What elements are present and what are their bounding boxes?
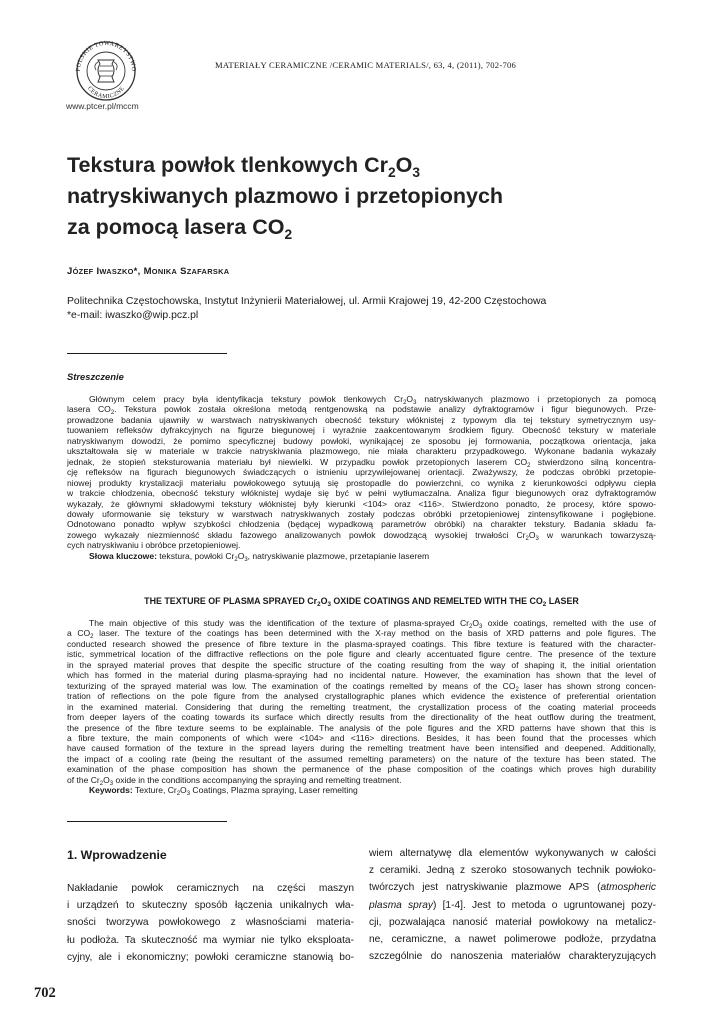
svg-text:POLSKIE TOWARZYSTWO (75, 40, 137, 72)
corresponding-email[interactable]: *e-mail: iwaszko@wip.pcz.pl (67, 310, 199, 321)
journal-citation: MATERIAŁY CERAMICZNE /CERAMIC MATERIALS/, 63, 4, (2011), 702-706 (215, 60, 517, 70)
affiliation-institution: Politechnika Częstochowska, Instytut Inżynierii Materiałowej, ul. Armii Krajowej 19, 42-200 Częstochowa (67, 296, 547, 307)
svg-text:CERAMICZNE (86, 86, 126, 100)
english-title: THE TEXTURE OF PLASMA SPRAYED $Cr_2O_3$ OXIDE COATINGS AND REMELTED WITH THE $CO_2$ LASER (144, 596, 579, 608)
logo-text-bottom: CERAMICZNE (86, 85, 126, 101)
divider (67, 821, 227, 822)
keywords-en: Keywords: Texture, $Cr_2O_3$ Coatings, Plazma spraying, Laser remelting (89, 785, 358, 796)
authors: JÓZEF IWASZKO*, MONIKA SZAFARSKA (67, 266, 230, 277)
society-logo (70, 40, 142, 102)
abstract-pl: Głównym celem pracy była identyfikacja tekstury powłok tlenkowych $Cr_2O_3$ natryskiwanych plazmowo i przetopionych za pomocą lasera $CO_2$. Tekstura powłok została określona metodą rentgenowską na podstawie analizy dyfraktogramów i figur biegunowych. Prze- prowadzone badania ujawniły w warstwach natryskiwanych obecność tekstury włóknistej z typowym dla tej tekstury symetrycznym usy- tuowaniem refleksów dyfrakcyjnych na figurze biegunowej i wyraźnie zaakcentowanym środkiem figury. Obecność tekstury w materiale natryskiwanym dowodzi, że pomimo specyficznej budowy powłoki, wynikającej ze sposobu jej formowania, początkowa orientacja, jaka ukształtowała się w materiale w trakcie natryskiwania plazmowego, nie miała charakteru przypadkowego. Wykonane badania wykazały jednak, że stopień steksturowania materiału był niewielki. W przypadku powłok przetopionych laserem $CO_2$ stwierdzono silną koncentra- cję refleksów na figurach biegunowych świadczących o istnieniu uprzywilejowanej orientacji. Zważywszy, że podczas obróbki przetopie- niowej produkty krystalizacji materiału powłokowego sytuują się prostopadle do powierzchni, co wynika z kierunkowości odpływu ciepła w trakcie chłodzenia, obecność tekstury włóknistej wydaje się być w pełni wytłumaczalna. Analiza figur biegunowych oraz dyfraktogramów wykazały, że głównymi składowymi tekstury włóknistej były kierunki <104> oraz <116>. Stwierdzono ponadto, że procesy, które spowo- dowały uformowanie się tekstury w warstwach natryskiwanych zostały podczas obróbki przetopieniowej zintensyfikowane i pogłębione. Odnotowano ponadto wpływ szybkości chłodzenia (będącej wypadkową parametrów obróbki) na charakter tekstury. Badania składu fa- zowego wykazały niezmienność składu fazowego analizowanych powłok dowodzącą wysokiej trwałości $Cr_2O_3$ w warunkach towarzyszą- cych natryskiwaniu i obróbce przetopieniowej. Słowa kluczowe: tekstura, powłoki $Cr_2O_3$, natryskiwanie plazmowe, przetapianie laserem (67, 394, 656, 562)
divider (67, 353, 227, 354)
intro-column-left: Nakładanie powłok ceramicznych na części maszyn i urządzeń to skuteczny sposób łączenia unikalnych wła- sności tworzywa powłokowego z własnościami materia- łu podłoża. Ta skuteczność ma wymiar nie tylko eksploata- cyjny, ale i ekonomiczny; powłoki ceramiczne stanowią bo- (67, 883, 354, 963)
journal-website-link[interactable]: www.ptcer.pl/mccm (66, 101, 139, 111)
logo-text-top: POLSKIE TOWARZYSTWO (74, 40, 138, 72)
intro-column-right: wiem alternatywę dla elementów wykonywanych w całości z ceramiki. Jedną z szeroko stosowanych technik powłoko- twórczych jest natryskiwanie plazmowe APS (atmospheric plasma spray) [1-4]. Jest to metoda o ugruntowanej pozy- cji, pozwalająca nanosić materiał powłokowy na metalicz- ne, ceramiczne, a nawet polimerowe podłoże, przydatna szczególnie do nanoszenia materiałów charakteryzujących (369, 848, 656, 963)
affiliation (67, 295, 546, 323)
page-number: 702 (34, 985, 56, 1001)
abstract-heading: Streszczenie (67, 371, 124, 382)
article-title: Tekstura powłok tlenkowych $Cr_2O_3$ natryskiwanych plazmowo i przetopionych za pomocą lasera $CO_2$ (67, 153, 504, 242)
abstract-en: The main objective of this study was the identification of the texture of plasma-sprayed $Cr_2O_3$ oxide coatings, remelted with the use of a $CO_2$ laser. The texture of the coatings has been determined with the X-ray method on the basis of XRD patterns and pole figures. The conducted research showed the presence of fibre texture in the plasma-sprayed coatings. This fibre texture is featured with the character- istic, symmetrical location of the diffractive reflections on the pole figure and clearly accentuated figure centre. The presence of the texture in the sprayed material proves that despite the specific structure of the coating resulting from the way of shaping it, the initial orientation which has formed in the material during plasma-spraying had no incidental nature. However, the examination has shown that the level of texturizing of the sprayed material was low. The examination of the coatings remelted by means of the $CO_2$ laser has shown strong concen- tration of reflections on the pole figure from the analysed crystallographic planes which evidence the existence of preferential orientation in the examined material. Considering that during the remelting treatment, the crystallization process of the coating material proceeds from deeper layers of the coating towards its surface which directly results from the directionality of the heat outflow during the treatment, the presence of the fibre texture seems to be explainable. The analysis of the pole figures and the XRD patterns have shown that this is a fibre texture, the main components of which were <104> and <116> directions. Besides, it has been found that the processes which have caused formation of the texture in the spread layers during the remelting treatment have been intensified and deepened. Additionally, the impact of a cooling rate (being the resultant of the assumed remelting parameters) on the nature of the texture has been stated. The examination of the phase composition has shown the permanence of the phase composition of the coatings which proves high durability of the $Cr_2O_3$ oxide in the conditions accompanying the spraying and remelting treatment. Keywords: Texture, $Cr_2O_3$ Coatings, Plazma spraying, Laser remelting (67, 618, 656, 796)
section-heading: 1. Wprowadzenie (67, 848, 167, 862)
keywords-pl: Słowa kluczowe: tekstura, powłoki $Cr_2O_3$, natryskiwanie plazmowe, przetapianie laserem (89, 550, 430, 562)
